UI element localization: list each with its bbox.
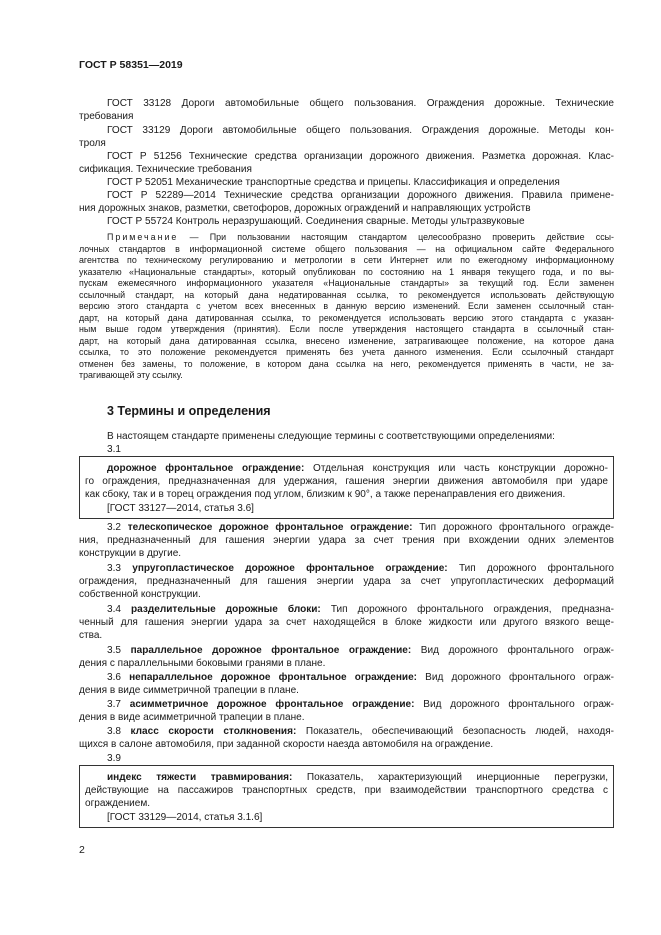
term-source: [ГОСТ 33127—2014, статья 3.6] <box>107 503 254 514</box>
intro-text: В настоящем стандарте применены следующие термины с соответствующими определениями: <box>107 431 555 442</box>
term-3-4-line: 3.4 разделительные дорожные блоки: Тип дорожного фронтального ограждения, предназна- <box>107 604 614 615</box>
term-3-8-line: 3.8 класс скорости столкновения: Показатель, обеспечивающий безопасность людей, находя- <box>107 726 614 737</box>
note-label: Примечание <box>107 232 179 242</box>
ref-line: ГОСТ 33129 Дороги автомобильные общего пользования. Ограждения дорожные. Методы кон- <box>107 125 614 136</box>
term-3-3-line: 3.3 упругопластическое дорожное фронтальное ограждение: Тип дорожного фронтального <box>107 563 614 574</box>
note-line: дарт, на который дана датированная ссылка, внесено изменение, затрагивающее положение, на которое дана <box>79 335 614 346</box>
ref-line: ГОСТ Р 55724 Контроль неразрушающий. Соединения сварные. Методы ультразвуковые <box>107 216 525 227</box>
term-name: телескопическое дорожное фронтальное ограждение: <box>127 522 413 533</box>
term-3-4-line: ченный для гашения энергии удара за счет находящейся в блоке жидкости или другого вязкого веще- <box>79 617 614 628</box>
term-3-7-line: дения в виде асимметричной трапеции в плане. <box>79 712 305 723</box>
ref-line: ГОСТ Р 52051 Механические транспортные средства и прицепы. Классификация и определения <box>107 177 560 188</box>
note-line: отменен без замены, то положение, в котором дана ссылка на него, рекомендуется применять в части, не за- <box>79 358 614 369</box>
ref-line: сификация. Технические требования <box>79 164 252 175</box>
note-line: версию этого стандарта с учетом всех внесенных в данную версию изменений. Если заменен ссылочный стан- <box>79 301 614 311</box>
term-3-3-line: ограждения, предназначенный для гашения энергии удара за счет упругопластических деформаций <box>79 576 614 587</box>
term-3-2-line: ния, предназначенный для гашения энергии удара за счет трения при вхождении одних элементов <box>79 535 614 546</box>
term-name: класс скорости столкновения: <box>130 726 297 737</box>
ref-line: ния дорожных знаков, разметки, светофоров, дорожных ограждений и направляющих устройств <box>79 203 531 214</box>
term-3-4-line: ства. <box>79 630 103 641</box>
term-3-9-line: индекс тяжести травмирования: Показатель, характеризующий инерционные перегрузки, <box>107 772 608 783</box>
term-3-7-line: 3.7 асимметричное дорожное фронтальное ограждение: Вид дорожного фронтального ограж- <box>107 699 614 710</box>
ref-line: троля <box>79 138 106 149</box>
term-source: [ГОСТ 33129—2014, статья 3.1.6] <box>107 812 263 823</box>
note-line: ссылка, то это положение рекомендуется применять без учета данного изменения. Если ссылочный стандарт <box>79 347 614 357</box>
note-line: Примечание — При пользовании настоящим стандартом целесообразно проверить действие ссы- <box>107 232 614 242</box>
term-number: 3.1 <box>107 444 121 455</box>
note-line: указателю «Национальные стандарты», который опубликован по состоянию на 1 января текущего года, и по вы- <box>79 266 614 277</box>
term-3-2-line: конструкции в другие. <box>79 548 182 559</box>
ref-line: ГОСТ Р 51256 Технические средства организации дорожного движения. Разметка дорожная. Клас- <box>107 151 614 162</box>
term-3-6-line: дения в виде симметричной трапеции в плане. <box>79 685 299 696</box>
note-line: агентства по техническому регулированию и метрологии в сети Интернет или по ежегодному информационному <box>79 255 614 265</box>
term-3-5-line: 3.5 параллельное дорожное фронтальное ограждение: Вид дорожного фронтального ограж- <box>107 645 614 656</box>
ref-line: ГОСТ Р 52289—2014 Технические средства организации дорожного движения. Правила примене- <box>107 190 614 201</box>
term-name: индекс тяжести травмирования: <box>107 772 293 783</box>
note-line: дарт, на который дана датированная ссылка, то рекомендуется использовать версию этого стандарта с указан- <box>79 312 614 323</box>
term-name: разделительные дорожные блоки: <box>131 604 321 615</box>
note-line: ссылочный стандарт, на который дана недатированная ссылка, то рекомендуется использовать действующую <box>79 289 614 300</box>
term-name: асимметричное дорожное фронтальное ограждение: <box>129 699 415 710</box>
term-3-1-line: как сбоку, так и в торец ограждения под углом, близким к 90°, а также перенаправления его движения. <box>85 489 566 500</box>
term-name: упругопластическое дорожное фронтальное ограждение: <box>132 563 448 574</box>
term-3-3-line: собственной конструкции. <box>79 589 201 600</box>
note-line: пускам ежемесячного информационного указателя «Национальные стандарты» за текущий год. Если заменен <box>79 278 614 288</box>
ref-line: ГОСТ 33128 Дороги автомобильные общего пользования. Ограждения дорожные. Технические <box>107 98 614 109</box>
note-line: ным выше годом утверждения (принятия). Если после утверждения настоящего стандарта в ссылочный стан- <box>79 324 614 334</box>
term-3-9-line: действующие на пассажиров транспортных средств, при взаимодействии транспортного средства с <box>85 785 608 796</box>
term-3-2-line: 3.2 телескопическое дорожное фронтальное ограждение: Тип дорожного фронтального огражде- <box>107 522 615 533</box>
document-header: ГОСТ Р 58351—2019 <box>79 59 183 71</box>
page-number: 2 <box>79 844 85 856</box>
term-3-8-line: щихся в салоне автомобиля, при заданной скорости наезда автомобиля на ограждение. <box>79 739 494 750</box>
term-3-1-line: го ограждения, предназначенная для удержания, гашения энергии движения автомобиля при ударе <box>85 476 608 487</box>
term-name: дорожное фронтальное ограждение: <box>107 463 305 474</box>
ref-line: требования <box>79 111 134 122</box>
term-number: 3.9 <box>107 753 121 764</box>
term-3-9-line: ограждением. <box>85 798 151 809</box>
term-3-1-line: дорожное фронтальное ограждение: Отдельная конструкция или часть конструкции дорожно- <box>107 463 608 474</box>
term-3-6-line: 3.6 непараллельное дорожное фронтальное ограждение: Вид дорожного фронтального ограж- <box>107 672 614 683</box>
term-name: непараллельное дорожное фронтальное ограждение: <box>129 672 418 683</box>
term-3-5-line: дения с параллельными боковыми гранями в плане. <box>79 658 326 669</box>
term-name: параллельное дорожное фронтальное ограждение: <box>130 645 412 656</box>
note-line: трагивающей эту ссылку. <box>79 370 183 380</box>
note-line: лочных стандартов в информационной системе общего пользования — на официальном сайте Федерального <box>79 243 614 254</box>
section-title: 3 Термины и определения <box>107 404 271 418</box>
